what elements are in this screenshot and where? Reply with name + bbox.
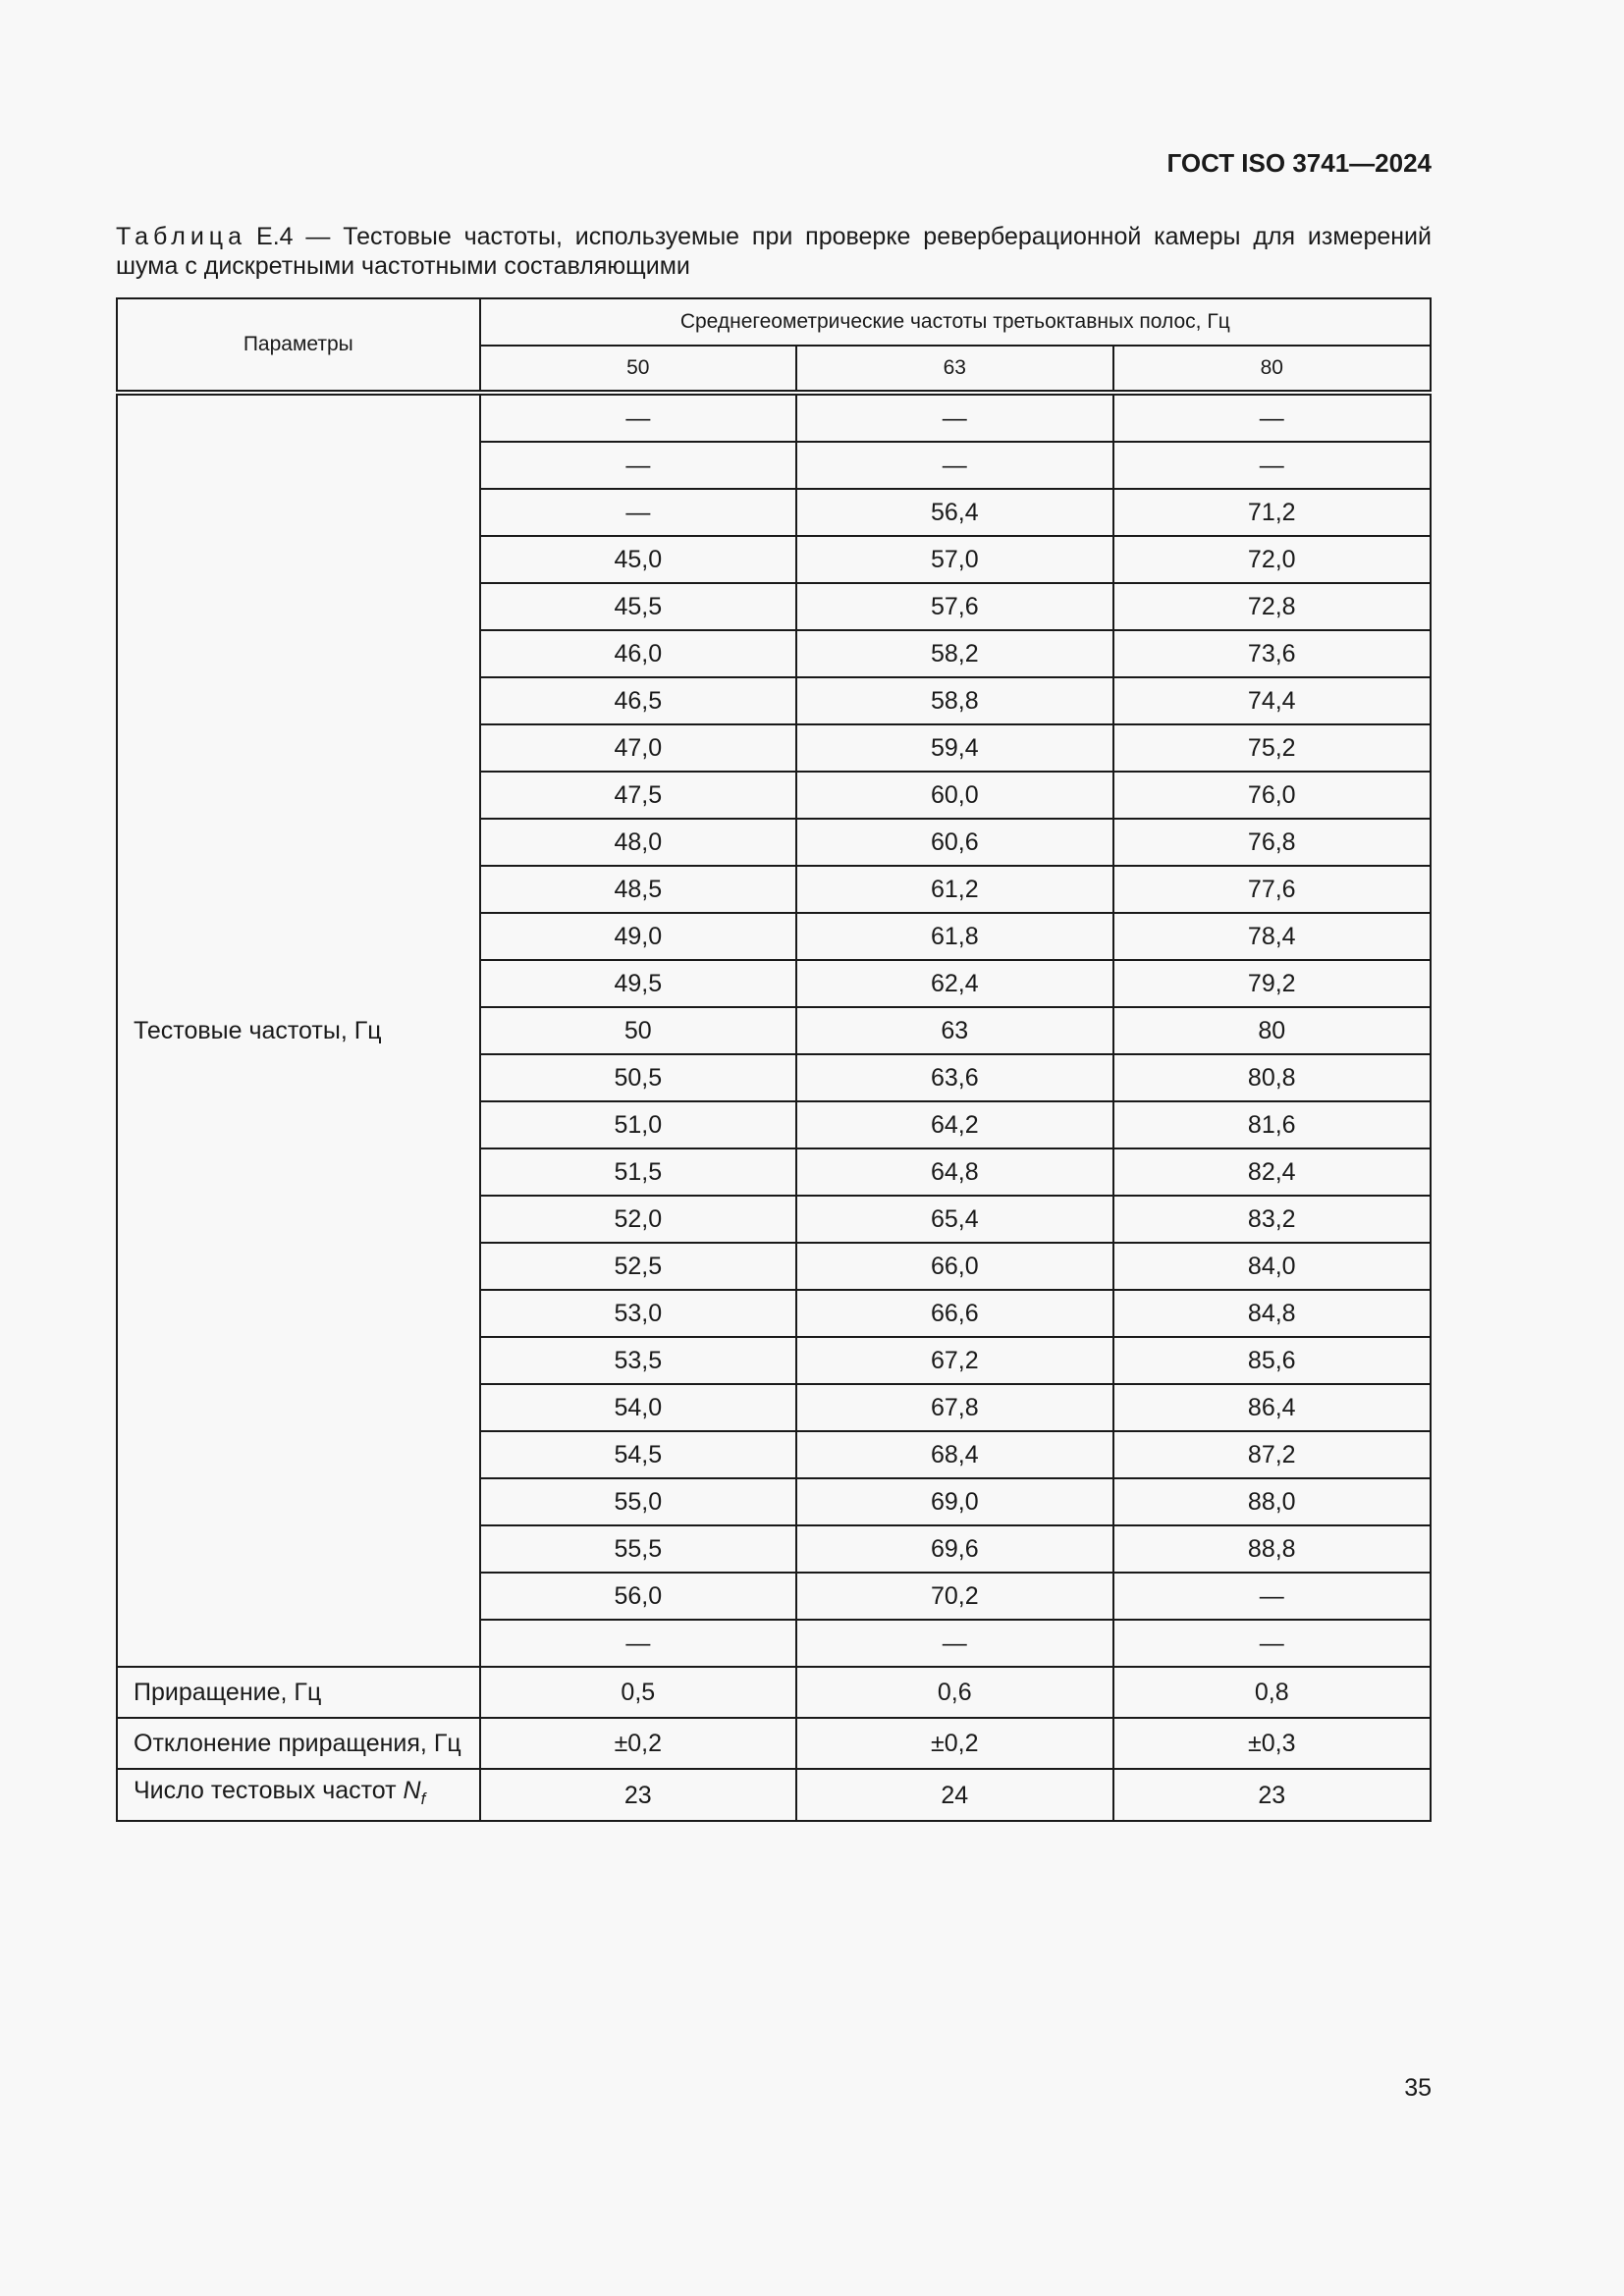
table-cell: 76,8 [1113, 819, 1431, 866]
table-cell: — [796, 393, 1112, 442]
table-cell: 55,5 [480, 1525, 796, 1573]
table-cell: 86,4 [1113, 1384, 1431, 1431]
table-cell: ±0,3 [1113, 1718, 1431, 1769]
table-cell: 60,0 [796, 772, 1112, 819]
column-header: 63 [796, 346, 1112, 393]
caption-text: — Тестовые частоты, используемые при проверке реверберационной камеры для измерений шума с дискретными частотными составляющими [116, 223, 1432, 280]
test-frequencies-label: Тестовые частоты, Гц [117, 393, 480, 1667]
test-count-text: Число тестовых частот [134, 1777, 397, 1804]
table-cell: — [1113, 393, 1431, 442]
table-cell: 47,0 [480, 724, 796, 772]
table-cell: 88,8 [1113, 1525, 1431, 1573]
table-cell: 62,4 [796, 960, 1112, 1007]
table-cell: 51,5 [480, 1148, 796, 1196]
table-cell: 50,5 [480, 1054, 796, 1101]
column-header: 50 [480, 346, 796, 393]
table-cell: 85,6 [1113, 1337, 1431, 1384]
table-cell: ±0,2 [796, 1718, 1112, 1769]
table-cell: 45,5 [480, 583, 796, 630]
table-cell: 83,2 [1113, 1196, 1431, 1243]
table-cell: — [1113, 1620, 1431, 1667]
table-cell: 46,5 [480, 677, 796, 724]
table-header-row [117, 298, 1431, 346]
table-cell: 66,6 [796, 1290, 1112, 1337]
table-cell: 72,8 [1113, 583, 1431, 630]
column-header: 80 [1113, 346, 1431, 393]
table-cell: 0,5 [480, 1667, 796, 1718]
test-count-row [117, 1769, 1431, 1821]
table-cell: 46,0 [480, 630, 796, 677]
table-cell: 61,2 [796, 866, 1112, 913]
table-cell: 82,4 [1113, 1148, 1431, 1196]
table-cell: 65,4 [796, 1196, 1112, 1243]
table-cell: 67,8 [796, 1384, 1112, 1431]
caption-label: Таблица [116, 223, 247, 250]
table-cell: 55,0 [480, 1478, 796, 1525]
table-cell: 81,6 [1113, 1101, 1431, 1148]
table-cell: 69,6 [796, 1525, 1112, 1573]
table-cell: 48,0 [480, 819, 796, 866]
table-cell: 53,5 [480, 1337, 796, 1384]
table-cell: — [796, 442, 1112, 489]
table-cell: 49,5 [480, 960, 796, 1007]
increment-deviation-row [117, 1718, 1431, 1769]
table-cell: 61,8 [796, 913, 1112, 960]
table-cell: 50 [480, 1007, 796, 1054]
table-cell: 23 [480, 1769, 796, 1821]
table-cell: 54,0 [480, 1384, 796, 1431]
table-cell: 67,2 [796, 1337, 1112, 1384]
table-cell: — [480, 393, 796, 442]
table-cell: 70,2 [796, 1573, 1112, 1620]
table-cell: 80 [1113, 1007, 1431, 1054]
increment-row [117, 1667, 1431, 1718]
table-cell: 48,5 [480, 866, 796, 913]
table-cell: 60,6 [796, 819, 1112, 866]
page-number: 35 [1404, 2074, 1432, 2102]
table-cell: 57,6 [796, 583, 1112, 630]
table-cell: 68,4 [796, 1431, 1112, 1478]
table-cell: 56,0 [480, 1573, 796, 1620]
table-cell: 72,0 [1113, 536, 1431, 583]
table-cell: ±0,2 [480, 1718, 796, 1769]
table-cell: — [480, 1620, 796, 1667]
table-cell: 52,5 [480, 1243, 796, 1290]
table-cell: 71,2 [1113, 489, 1431, 536]
table-caption [116, 222, 1432, 281]
table-cell: — [1113, 1573, 1431, 1620]
table-cell: 73,6 [1113, 630, 1431, 677]
table-cell: 63,6 [796, 1054, 1112, 1101]
table-cell: 84,0 [1113, 1243, 1431, 1290]
table-cell: 78,4 [1113, 913, 1431, 960]
frequency-table [116, 297, 1432, 1822]
table-cell: 80,8 [1113, 1054, 1431, 1101]
table-cell: 74,4 [1113, 677, 1431, 724]
table-cell: — [480, 442, 796, 489]
increment-label: Приращение, Гц [117, 1667, 480, 1718]
table-cell: 64,8 [796, 1148, 1112, 1196]
table-cell: 47,5 [480, 772, 796, 819]
table-cell: 52,0 [480, 1196, 796, 1243]
table-cell: 56,4 [796, 489, 1112, 536]
table-cell: 69,0 [796, 1478, 1112, 1525]
table-cell: — [1113, 442, 1431, 489]
table-cell: 79,2 [1113, 960, 1431, 1007]
table-cell: 63 [796, 1007, 1112, 1054]
table-cell: 58,2 [796, 630, 1112, 677]
table-cell: 0,6 [796, 1667, 1112, 1718]
table-cell: 53,0 [480, 1290, 796, 1337]
param-header: Параметры [117, 298, 480, 393]
table-cell: 66,0 [796, 1243, 1112, 1290]
table-cell: 57,0 [796, 536, 1112, 583]
table-cell: 64,2 [796, 1101, 1112, 1148]
test-count-symbol: $N_f$ [403, 1777, 426, 1808]
table-cell: 54,5 [480, 1431, 796, 1478]
table-cell: 87,2 [1113, 1431, 1431, 1478]
table-cell: 51,0 [480, 1101, 796, 1148]
table-cell: 0,8 [1113, 1667, 1431, 1718]
table-cell: 75,2 [1113, 724, 1431, 772]
test-count-label [117, 1769, 480, 1821]
table-cell: 76,0 [1113, 772, 1431, 819]
increment-deviation-label: Отклонение приращения, Гц [117, 1718, 480, 1769]
document-code: ГОСТ ISO 3741—2024 [1166, 148, 1432, 178]
table-row [117, 393, 1431, 442]
table-cell: 58,8 [796, 677, 1112, 724]
table-cell: 24 [796, 1769, 1112, 1821]
table-cell: 59,4 [796, 724, 1112, 772]
table-cell: — [480, 489, 796, 536]
table-cell: 23 [1113, 1769, 1431, 1821]
table-cell: 49,0 [480, 913, 796, 960]
table-cell: 45,0 [480, 536, 796, 583]
table-cell: 77,6 [1113, 866, 1431, 913]
caption-number: Е.4 [256, 223, 294, 250]
table-cell: 88,0 [1113, 1478, 1431, 1525]
table-cell: — [796, 1620, 1112, 1667]
table-cell: 84,8 [1113, 1290, 1431, 1337]
group-header: Среднегеометрические частоты третьоктавных полос, Гц [480, 298, 1431, 346]
